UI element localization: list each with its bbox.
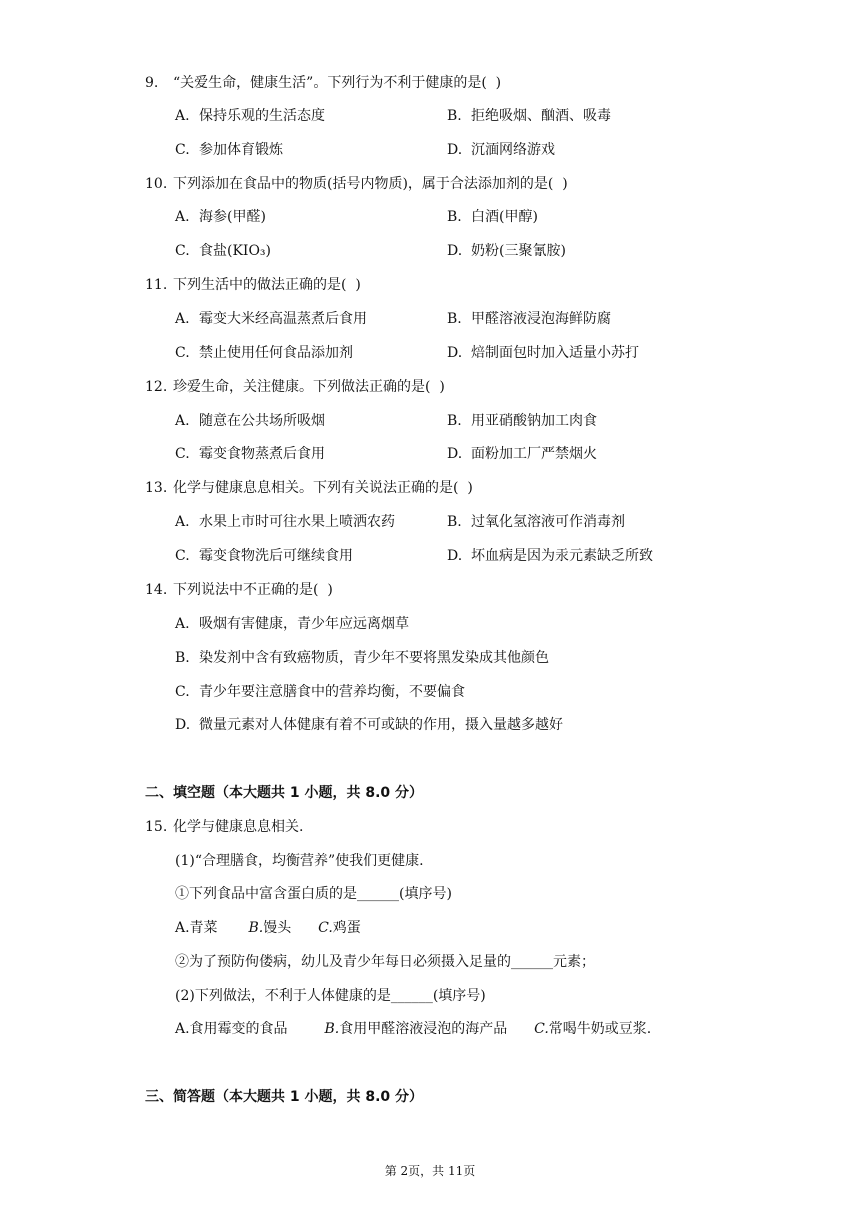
option-text: 吸烟有害健康，青少年应远离烟草 — [199, 616, 409, 632]
option-c — [175, 241, 271, 261]
option-d — [447, 444, 597, 464]
part-1: (1)“合理膳食，均衡营养”使我们更健康. — [175, 853, 424, 869]
option-letter: D. — [447, 345, 463, 361]
option-b — [447, 411, 597, 431]
option-letter: B. — [175, 650, 190, 666]
option-letter: A. — [175, 311, 190, 327]
option-letter: B. — [248, 920, 264, 936]
option-text: 沉湎网络游戏 — [471, 142, 555, 158]
option-text: 禁止使用任何食品添加剂 — [199, 345, 353, 361]
option-text: 霉变食物蒸煮后食用 — [199, 446, 325, 462]
option-b — [447, 309, 611, 329]
option-a: A.食用霉变的食品 — [175, 1021, 288, 1037]
option-letter: C. — [175, 345, 190, 361]
question-number: 13. — [145, 480, 168, 496]
option-letter: A. — [175, 413, 190, 429]
option-a — [175, 512, 395, 532]
option-text: 参加体育锻炼 — [199, 142, 283, 158]
option-a: A.青菜 — [175, 920, 218, 936]
option-text: 染发剂中含有致癌物质，青少年不要将黑发染成其他颜色 — [199, 650, 549, 666]
part-2: (2)下列做法，不利于人体健康的是______(填序号) — [175, 988, 486, 1004]
question-number: 14. — [145, 582, 168, 598]
option-b: 食用甲醛溶液浸泡的海产品 — [339, 1021, 508, 1037]
option-d — [447, 343, 639, 363]
option-text: 甲醛溶液浸泡海鲜防腐 — [471, 311, 611, 327]
option-letter: B. — [447, 209, 462, 225]
option-c — [175, 140, 283, 160]
option-text: 霉变食物洗后可继续食用 — [199, 548, 353, 564]
question-14 — [145, 580, 835, 600]
part-1-1: ①下列食品中富含蛋白质的是______(填序号) — [175, 886, 452, 902]
option-d — [447, 241, 566, 261]
option-text: 微量元素对人体健康有着不可或缺的作用，摄入量越多越好 — [199, 717, 563, 733]
option-letter: D. — [447, 548, 463, 564]
option-text: 霉变大米经高温蒸煮后食用 — [199, 311, 367, 327]
option-letter: C. — [318, 920, 333, 936]
option-c: 常喝牛奶或豆浆. — [548, 1021, 652, 1037]
question-stem: 下列生活中的做法正确的是( ) — [173, 277, 361, 293]
option-c — [175, 546, 353, 566]
page-number-footer: 第 2页，共 11页 — [384, 1164, 476, 1178]
option-letter: B. — [447, 413, 462, 429]
question-number: 12. — [145, 379, 168, 395]
part-1-2: ②为了预防佝偻病，幼儿及青少年每日必须摄入足量的______元素； — [175, 954, 595, 970]
question-number: 9. — [145, 75, 159, 91]
option-letter: A. — [175, 514, 190, 530]
option-d — [447, 546, 653, 566]
option-text: 坏血病是因为汞元素缺乏所致 — [471, 548, 653, 564]
question-number: 11. — [145, 277, 168, 293]
option-letter: A. — [175, 209, 190, 225]
option-letter: B. — [324, 1021, 340, 1037]
option-letter: D. — [447, 243, 463, 259]
question-11 — [145, 275, 835, 295]
question-12 — [145, 377, 835, 397]
question-number: 10. — [145, 176, 168, 192]
option-text: 用亚硝酸钠加工肉食 — [471, 413, 597, 429]
option-letter: C. — [534, 1021, 549, 1037]
question-stem: 下列添加在食品中的物质(括号内物质)，属于合法添加剂的是( ) — [173, 176, 568, 192]
part-1-1-options — [175, 918, 361, 938]
option-text: 保持乐观的生活态度 — [199, 108, 325, 124]
option-letter: C. — [175, 142, 190, 158]
option-b — [447, 512, 625, 532]
option-a — [175, 614, 409, 634]
section-short-answer-title: 三、简答题（本大题共 1 小题，共 8.0 分） — [145, 1089, 424, 1105]
option-a — [175, 106, 325, 126]
option-c — [175, 444, 325, 464]
option-text: 拒绝吸烟、酗酒、吸毒 — [471, 108, 611, 124]
section-fill-in-title: 二、填空题（本大题共 1 小题，共 8.0 分） — [145, 785, 424, 801]
option-b — [175, 648, 549, 668]
part-2-options — [175, 1019, 651, 1039]
question-10 — [145, 174, 835, 194]
option-d — [175, 715, 563, 735]
option-a — [175, 207, 266, 227]
option-c: 鸡蛋 — [332, 920, 361, 936]
option-letter: C. — [175, 446, 190, 462]
option-letter: D. — [447, 446, 463, 462]
question-stem: 珍爱生命，关注健康。下列做法正确的是( ) — [173, 379, 445, 395]
option-text: 过氧化氢溶液可作消毒剂 — [471, 514, 625, 530]
option-b: 馒头 — [263, 920, 292, 936]
option-letter: C. — [175, 684, 190, 700]
option-text: 焙制面包时加入适量小苏打 — [471, 345, 639, 361]
question-13 — [145, 478, 835, 498]
option-text: 海参(甲醛) — [199, 209, 266, 225]
option-letter: A. — [175, 108, 190, 124]
option-text: 面粉加工厂严禁烟火 — [471, 446, 597, 462]
option-c — [175, 682, 465, 702]
option-text: 食盐(KIO₃) — [199, 243, 272, 259]
option-text: 随意在公共场所吸烟 — [199, 413, 325, 429]
option-text: 青少年要注意膳食中的营养均衡，不要偏食 — [199, 684, 465, 700]
option-b — [447, 106, 611, 126]
option-letter: B. — [447, 514, 462, 530]
option-text: 白酒(甲醇) — [471, 209, 538, 225]
option-letter: B. — [447, 311, 462, 327]
question-15 — [145, 817, 835, 837]
option-letter: A. — [175, 616, 190, 632]
question-stem: 化学与健康息息相关。下列有关说法正确的是( ) — [173, 480, 473, 496]
option-text: 奶粉(三聚氰胺) — [471, 243, 566, 259]
option-letter: C. — [175, 243, 190, 259]
option-text: 水果上市时可往水果上喷洒农药 — [199, 514, 395, 530]
option-c — [175, 343, 353, 363]
question-stem: 下列说法中不正确的是( ) — [173, 582, 333, 598]
option-d — [447, 140, 555, 160]
option-letter: B. — [447, 108, 462, 124]
question-stem: 化学与健康息息相关. — [173, 819, 304, 835]
option-letter: D. — [175, 717, 191, 733]
option-letter: D. — [447, 142, 463, 158]
question-number: 15. — [145, 819, 168, 835]
option-b — [447, 207, 538, 227]
option-a — [175, 411, 325, 431]
question-9 — [145, 73, 835, 93]
question-stem: “关爱生命，健康生活”。下列行为不利于健康的是( ) — [173, 75, 502, 91]
option-letter: C. — [175, 548, 190, 564]
option-a — [175, 309, 367, 329]
